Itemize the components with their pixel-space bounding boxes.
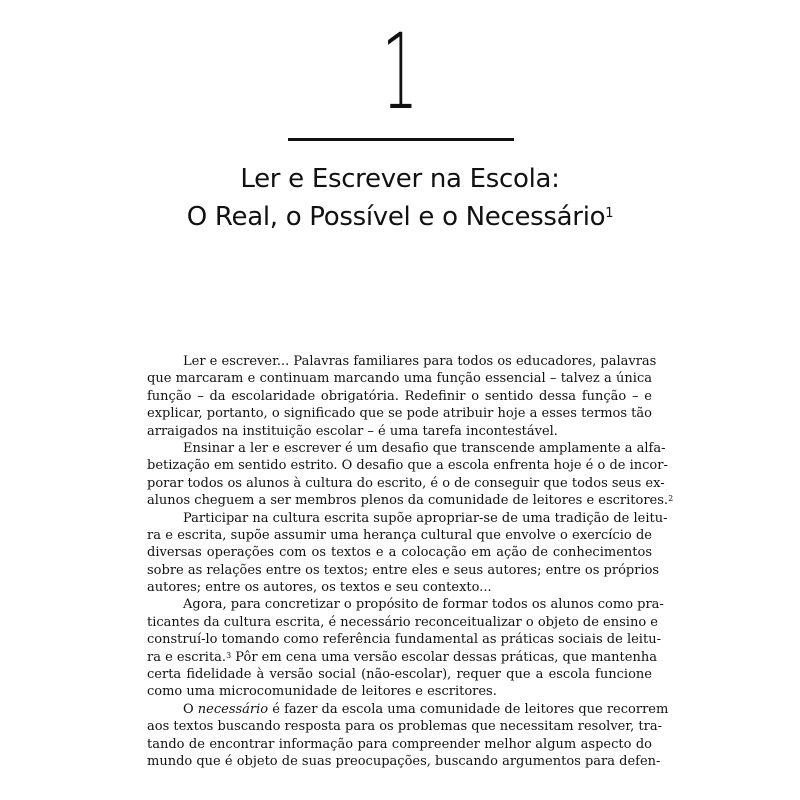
text-line: função – da escolaridade obrigatória. Redefinir o sentido dessa função – e [147,388,652,404]
text-line: aos textos buscando resposta para os problemas que necessitam resolver, tra- [147,719,662,735]
text-line [147,492,674,509]
chapter-title-line-2-text: O Real, o Possível e o Necessário [186,202,606,232]
text-line: explicar, portanto, o significado que se pode atribuir hoje a esses termos tão [147,406,652,422]
text-line [147,701,669,718]
text-line-content: é fazer da escola uma comunidade de leitores que recorrem [268,701,669,717]
text-line: certa fidelidade à versão social (não-escolar), requer que a escola funcione [147,667,652,683]
text-line: Agora, para concretizar o propósito de formar todos os alunos como pra- [183,597,664,613]
text-line: porar todos os alunos à cultura do escrito, é o de conseguir que todos seus ex- [147,475,665,491]
text-line-content: alunos cheguem a ser membros plenos da comunidade de leitores e escritores. [147,493,669,509]
text-line: tando de encontrar informação para compreender melhor algum aspecto do [147,736,652,752]
footnote-ref: 3 [226,650,232,660]
text-line-content: Pôr em cena uma versão escolar dessas práticas, que mantenha [231,649,657,665]
chapter-number: 1 [381,11,419,133]
text-line: diversas operações com os textos e a colocação em ação de conhecimentos [147,545,652,561]
chapter-title-line-1: Ler e Escrever na Escola: [240,164,560,194]
text-line: Ler e escrever... Palavras familiares para todos os educadores, palavras [183,354,657,369]
text-line: mundo que é objeto de suas preocupações, buscando argumentos para defen- [147,753,661,769]
text-line: como uma microcomunidade de leitores e escritores. [147,684,497,700]
text-line: ticantes da cultura escrita, é necessário reconceitualizar o objeto de ensino e [147,614,658,630]
chapter-divider [288,138,514,141]
footnote-ref: 2 [668,494,674,504]
text-line-content: O [183,701,198,717]
text-line: autores; entre os autores, os textos e seu contexto... [147,580,492,596]
text-line-content: ra e escrita. [147,649,227,665]
chapter-title [0,160,800,236]
emphasis-word: necessário [197,701,269,717]
text-line: betização em sentido estrito. O desafio que a escola enfrenta hoje é o de incor- [147,458,668,474]
text-line: que marcaram e continuam marcando uma função essencial – talvez a única [147,371,652,387]
title-footnote-ref: 1 [605,206,614,221]
text-line: construí-lo tomando como referência fundamental as práticas sociais de leitu- [147,632,661,648]
text-line [147,649,657,666]
chapter-title-line-2 [0,198,800,236]
text-line: ra e escrita, supõe assumir uma herança cultural que envolve o exercício de [147,527,652,543]
text-line: Ensinar a ler e escrever é um desafio que transcende amplamente a alfa- [183,440,666,456]
text-line: sobre as relações entre os textos; entre eles e seus autores; entre os próprios [147,562,660,578]
text-line: Participar na cultura escrita supõe apropriar-se de uma tradição de leitu- [183,510,668,526]
text-line: arraigados na instituição escolar – é uma tarefa incontestável. [147,423,558,439]
body-text [147,353,674,770]
